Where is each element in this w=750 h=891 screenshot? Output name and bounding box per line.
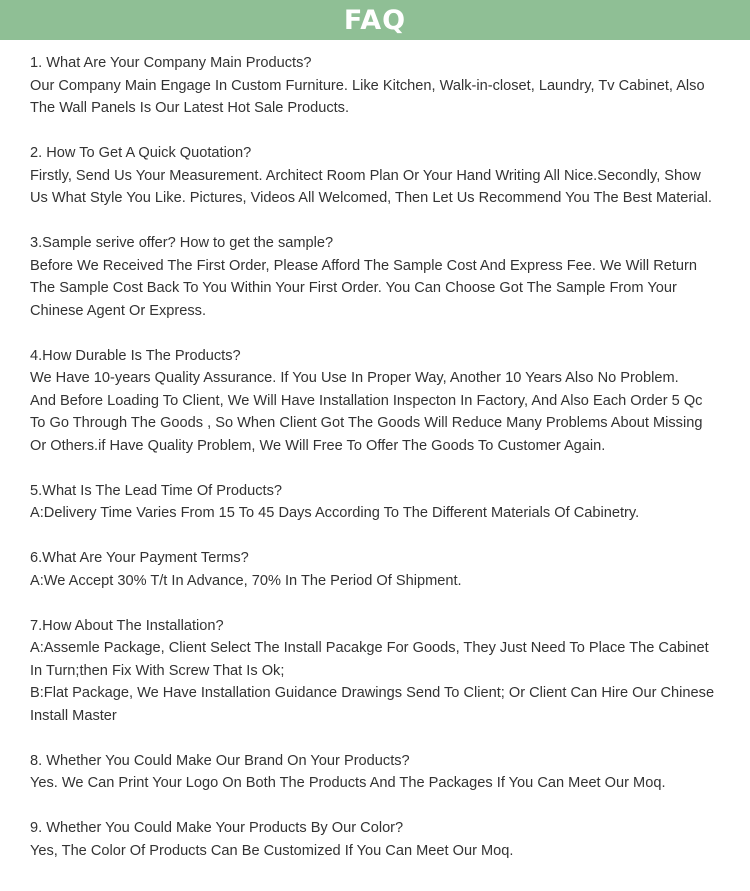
faq-question: 4.How Durable Is The Products? [30,347,241,364]
faq-answer-line: To Go Through The Goods , So When Client Got The Goods Will Reduce Many Problems About Missing [30,415,703,431]
faq-answer-line: And Before Loading To Client, We Will Have Installation Inspecton In Factory, And Also Each Order 5 Qc [30,392,703,409]
faq-question: 9. Whether You Could Make Your Products By Our Color? [30,820,404,836]
faq-answer-line: Our Company Main Engage In Custom Furniture. Like Kitchen, Walk-in-closet, Laundry, Tv Cabinet, Also [30,77,705,94]
faq-item [30,547,742,592]
faq-answer-line: Chinese Agent Or Express. [30,302,207,319]
faq-question: 3.Sample serive offer? How to get the sample? [30,235,334,251]
faq-answer-line: Or Others.if Have Quality Problem, We Will Free To Offer The Goods To Customer Again. [30,437,606,454]
faq-answer-line: Before We Received The First Order, Please Afford The Sample Cost And Express Fee. We Will Return [30,257,698,274]
faq-answer-line: A:We Accept 30% T/t In Advance, 70% In The Period Of Shipment. [30,572,462,589]
faq-list [30,52,742,885]
faq-answer-line: Yes. We Can Print Your Logo On Both The Products And The Packages If You Can Meet Our Moq. [30,775,666,791]
faq-question: 8. Whether You Could Make Our Brand On Your Products? [30,752,410,769]
faq-answer-line: In Turn;then Fix With Screw That Is Ok; [30,662,285,679]
faq-answer-line: Firstly, Send Us Your Measurement. Architect Room Plan Or Your Hand Writing All Nice.Secondly, Show [30,167,701,184]
faq-answer-line: A:Assemle Package, Client Select The Install Pacakge For Goods, They Just Need To Place The Cabinet [30,640,709,656]
faq-question: 2. How To Get A Quick Quotation? [30,145,252,161]
faq-answer-line: The Sample Cost Back To You Within Your First Order. You Can Choose Got The Sample From Your [30,280,677,296]
faq-item [30,52,742,120]
faq-answer-line: B:Flat Package, We Have Installation Guidance Drawings Send To Client; Or Client Can Hire Our Chinese [30,685,715,701]
faq-title: FAQ [343,4,407,36]
faq-item [30,232,742,322]
faq-item [30,750,742,795]
faq-item [30,142,742,210]
faq-item [30,817,742,862]
faq-question: 7.How About The Installation? [30,617,224,634]
faq-question: 6.What Are Your Payment Terms? [30,550,249,566]
faq-header-bar [0,0,750,40]
faq-answer-line: The Wall Panels Is Our Latest Hot Sale Products. [30,100,350,116]
faq-item [30,615,742,728]
faq-answer-line: A:Delivery Time Varies From 15 To 45 Days According To The Different Materials Of Cabinetry. [30,505,640,521]
faq-question: 1. What Are Your Company Main Products? [30,55,312,71]
faq-answer-line: Install Master [30,707,117,724]
faq-answer-line: Us What Style You Like. Pictures, Videos All Welcomed, Then Let Us Recommend You The Best Material. [30,190,712,206]
faq-question: 5.What Is The Lead Time Of Products? [30,482,282,499]
faq-item [30,345,742,458]
faq-answer-line: We Have 10-years Quality Assurance. If You Use In Proper Way, Another 10 Years Also No Problem. [30,370,679,386]
faq-item [30,480,742,525]
faq-answer-line: Yes, The Color Of Products Can Be Customized If You Can Meet Our Moq. [30,842,514,859]
